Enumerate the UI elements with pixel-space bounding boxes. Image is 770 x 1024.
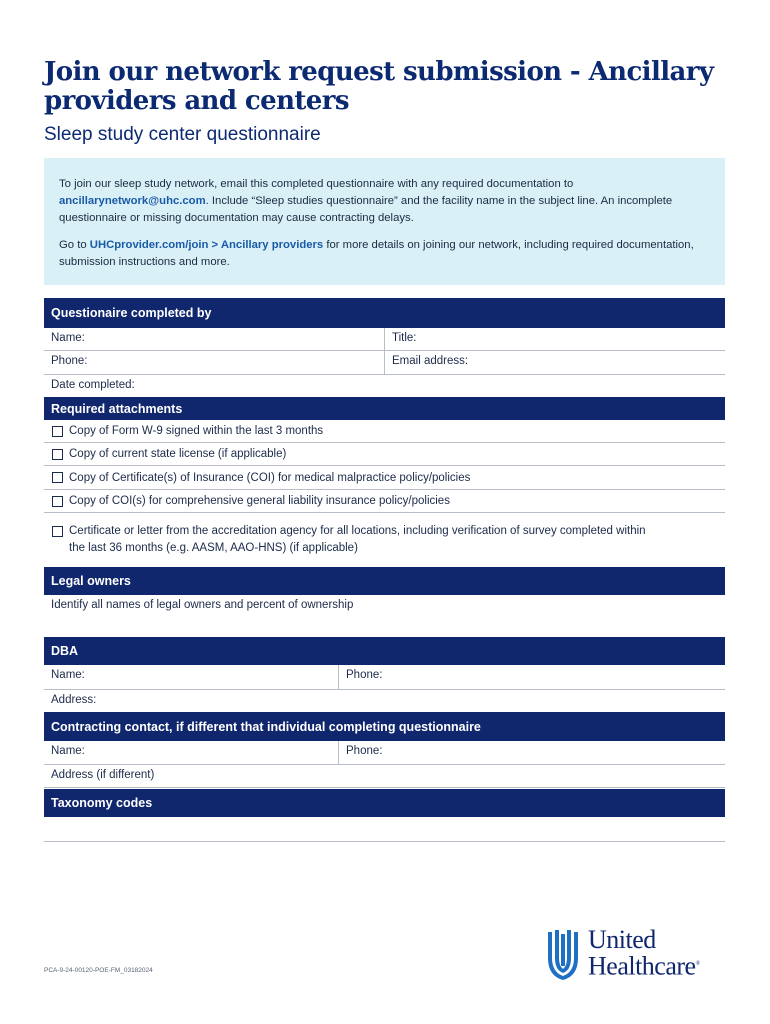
attachment-item: [44, 513, 725, 565]
field-label: Name:: [51, 669, 85, 681]
section-header: Questionaire completed by: [44, 298, 725, 328]
dba-name-field[interactable]: [44, 665, 338, 689]
attachments-section: [44, 397, 725, 565]
section-header: Required attachments: [44, 397, 725, 420]
intro-text: . Include “Sleep studies questionnaire” and the facility name in the subject line. An incomplete questionnaire or missing documentation may cause contracting delays.: [59, 195, 673, 224]
section-header: DBA: [44, 637, 725, 665]
attachment-item: [44, 443, 725, 466]
attachment-item: [44, 420, 725, 443]
page-subtitle: Sleep study center questionnaire: [44, 124, 321, 145]
contracting-section: [44, 712, 725, 788]
form-row: [44, 690, 725, 712]
field-label: Phone:: [346, 745, 383, 757]
logo-line: Healthcare®: [588, 951, 700, 981]
phone-field[interactable]: [44, 351, 384, 374]
name-field[interactable]: [44, 328, 384, 350]
dba-address-field[interactable]: [44, 690, 725, 712]
intro-paragraph-1: [59, 176, 711, 227]
attachment-item: [44, 490, 725, 513]
questionnaire-section: [44, 298, 725, 397]
form-row: [44, 375, 725, 397]
checkbox[interactable]: [52, 426, 63, 437]
form-row: [44, 665, 725, 690]
field-label: Phone:: [51, 355, 88, 367]
dba-phone-field[interactable]: [338, 665, 725, 689]
checkbox[interactable]: [52, 526, 63, 537]
field-label: Phone:: [346, 669, 383, 681]
join-link[interactable]: UHCprovider.com/join > Ancillary providers: [89, 239, 324, 251]
attachment-label: Copy of Form W-9 signed within the last 3 months: [69, 425, 324, 437]
form-row: [44, 765, 725, 788]
checkbox[interactable]: [52, 449, 63, 460]
legal-owners-field[interactable]: [44, 595, 725, 637]
form-row: [44, 328, 725, 351]
logo-wordmark: [588, 925, 700, 981]
field-label: Identify all names of legal owners and percent of ownership: [51, 599, 354, 611]
field-label: Title:: [392, 332, 417, 344]
attachment-label: Copy of Certificate(s) of Insurance (COI) for medical malpractice policy/policies: [69, 471, 471, 484]
document-code: PCA-9-24-00120-POE-FM_03182024: [44, 967, 153, 974]
dba-section: [44, 637, 725, 712]
intro-text: for more details on joining our network, including required documentation, submission instructions and more.: [59, 239, 694, 268]
section-header: Taxonomy codes: [44, 789, 725, 817]
attachment-label: Copy of COI(s) for comprehensive general liability insurance policy/policies: [69, 495, 450, 507]
attachment-item: [44, 466, 725, 490]
attachment-label: Copy of current state license (if applicable): [69, 448, 287, 460]
field-label: Address:: [51, 694, 97, 706]
uhc-u-icon: [546, 928, 580, 984]
form-row: [44, 741, 725, 765]
title-field[interactable]: [384, 328, 725, 350]
attachment-label: Certificate or letter from the accreditation agency for all locations, including verification of survey completed within the last 36 months (e.g. AASM, AAO-HNS) (if applicable): [69, 525, 646, 554]
section-header: Contracting contact, if different that individual completing questionnaire: [44, 712, 725, 741]
page-title: Join our network request submission - Ancillary providers and centers: [44, 57, 714, 116]
taxonomy-section: [44, 789, 725, 842]
intro-text: Go to: [59, 239, 90, 251]
email-link[interactable]: ancillarynetwork@uhc.com: [59, 195, 206, 207]
field-label: Name:: [51, 332, 85, 344]
contact-address-field[interactable]: [44, 765, 725, 787]
field-label: Date completed:: [51, 379, 135, 391]
field-label: Address (if different): [51, 769, 155, 781]
field-label: Email address:: [392, 355, 469, 367]
form-row: [44, 595, 725, 637]
field-label: Name:: [51, 745, 85, 757]
checkbox[interactable]: [52, 472, 63, 483]
contact-name-field[interactable]: [44, 741, 338, 764]
unitedhealthcare-logo: [546, 925, 700, 984]
date-field[interactable]: [44, 375, 725, 397]
checkbox[interactable]: [52, 496, 63, 507]
intro-box: [44, 158, 725, 285]
form-row: [44, 351, 725, 375]
taxonomy-field[interactable]: [44, 817, 725, 842]
logo-line: United: [588, 925, 656, 954]
section-header: Legal owners: [44, 567, 725, 595]
legal-owners-section: [44, 567, 725, 637]
intro-paragraph-2: [59, 237, 711, 271]
email-field[interactable]: [384, 351, 725, 374]
intro-text: To join our sleep study network, email this completed questionnaire with any required documentation to: [59, 178, 574, 190]
contact-phone-field[interactable]: [338, 741, 725, 764]
